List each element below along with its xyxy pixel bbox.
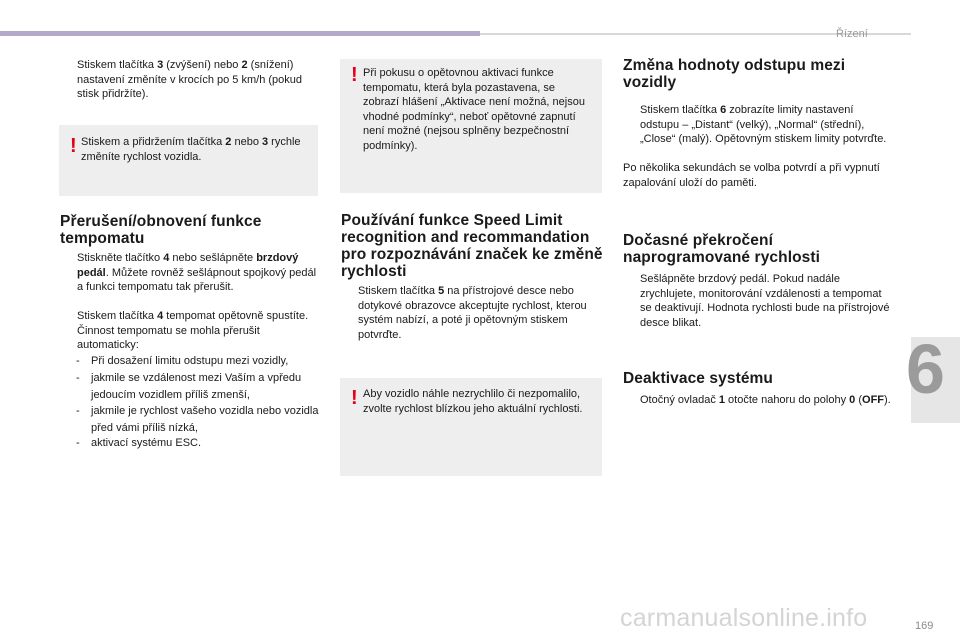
warning-text: Při pokusu o opětovnou aktivaci funkce tempomatu, která byla pozastavena, se zobrazí hlášení „Aktivace není možná, nejsou vhodné podmínky“, neboť opětovné zapnutí není možné (nejsou splněny bezpečnostní podmínky).: [363, 67, 585, 152]
bullet-distance-limits: Stiskem tlačítka 6 zobrazíte limity nastavení odstupu – „Distant“ (velký), „Normal“ (střední), „Close“ (malý). Opětovným stiskem limity potvrďte.: [640, 104, 887, 145]
bullet-accept-speed: Stiskem tlačítka 5 na přístrojové desce nebo dotykové obrazovce akceptujte rychlost, kterou systém nabízí, a poté ji opětovným stiskem potvrďte.: [358, 285, 587, 341]
warning-icon: !: [351, 64, 358, 86]
warning-note: [340, 378, 602, 476]
warning-icon: !: [351, 387, 358, 409]
page-number: 169: [915, 620, 934, 632]
section-title: Řízení: [836, 28, 868, 40]
bullet-resume: Stiskem tlačítka 4 tempomat opětovně spustíte. Činnost tempomatu se mohla přerušit automaticky:: [77, 310, 309, 351]
warning-note: [340, 59, 602, 193]
bullet-pause: Stiskněte tlačítko 4 nebo sešlápněte brzdový pedál. Můžete rovněž sešlápnout spojkový pedál a funkci tempomatu tak přerušit.: [77, 252, 317, 293]
warning-text: Stiskem a přidržením tlačítka 2 nebo 3 rychle změníte rychlost vozidla.: [81, 136, 301, 163]
watermark: carmanualsonline.info: [620, 604, 868, 632]
bullet-brake-pedal: Sešlápněte brzdový pedál. Pokud nadále zrychlujete, monitorování vzdálenosti a tempomat se deaktivují. Hodnota rychlosti bude na přístrojové desce blikat.: [640, 273, 890, 329]
list-item: - jakmile je rychlost vašeho vozidla nebo vozidla před vámi příliš nízká,: [76, 405, 319, 434]
heading-distance-change: Změna hodnoty odstupu mezi vozidly: [623, 57, 846, 91]
list-item: - aktivací systému ESC.: [76, 437, 202, 449]
bullet-rotary-control: Otočný ovladač 1 otočte nahoru do polohy 0 (OFF).: [640, 394, 891, 406]
chapter-number: 6: [906, 330, 945, 408]
heading-deactivation: Deaktivace systému: [623, 370, 774, 387]
list-item: - jakmile se vzdálenost mezi Vaším a vpředu jedoucím vozidlem příliš zmenší,: [76, 372, 302, 401]
heading-pause-resume: Přerušení/obnovení funkce tempomatu: [60, 213, 262, 247]
warning-icon: !: [70, 135, 77, 157]
heading-speed-limit-recognition: Používání funkce Speed Limit recognition and recommandation pro rozpoznávání značek ke změně rychlosti: [341, 212, 603, 280]
heading-temporary-override: Dočasné překročení naprogramované rychlosti: [623, 232, 821, 266]
list-item: - Při dosažení limitu odstupu mezi vozidly,: [76, 355, 289, 367]
header-accent-bar: [0, 31, 480, 36]
warning-note: [59, 125, 318, 196]
warning-text: Aby vozidlo náhle nezrychlilo či nezpomalilo, zvolte rychlost blízkou jeho aktuální rychlosti.: [363, 388, 583, 415]
paragraph-confirmation: Po několika sekundách se volba potvrdí a při vypnutí zapalování uloží do paměti.: [623, 162, 880, 189]
bullet-speed-adjust: Stiskem tlačítka 3 (zvýšení) nebo 2 (snížení) nastavení změníte v krocích po 5 km/h (pokud stisk přidržíte).: [77, 59, 303, 100]
